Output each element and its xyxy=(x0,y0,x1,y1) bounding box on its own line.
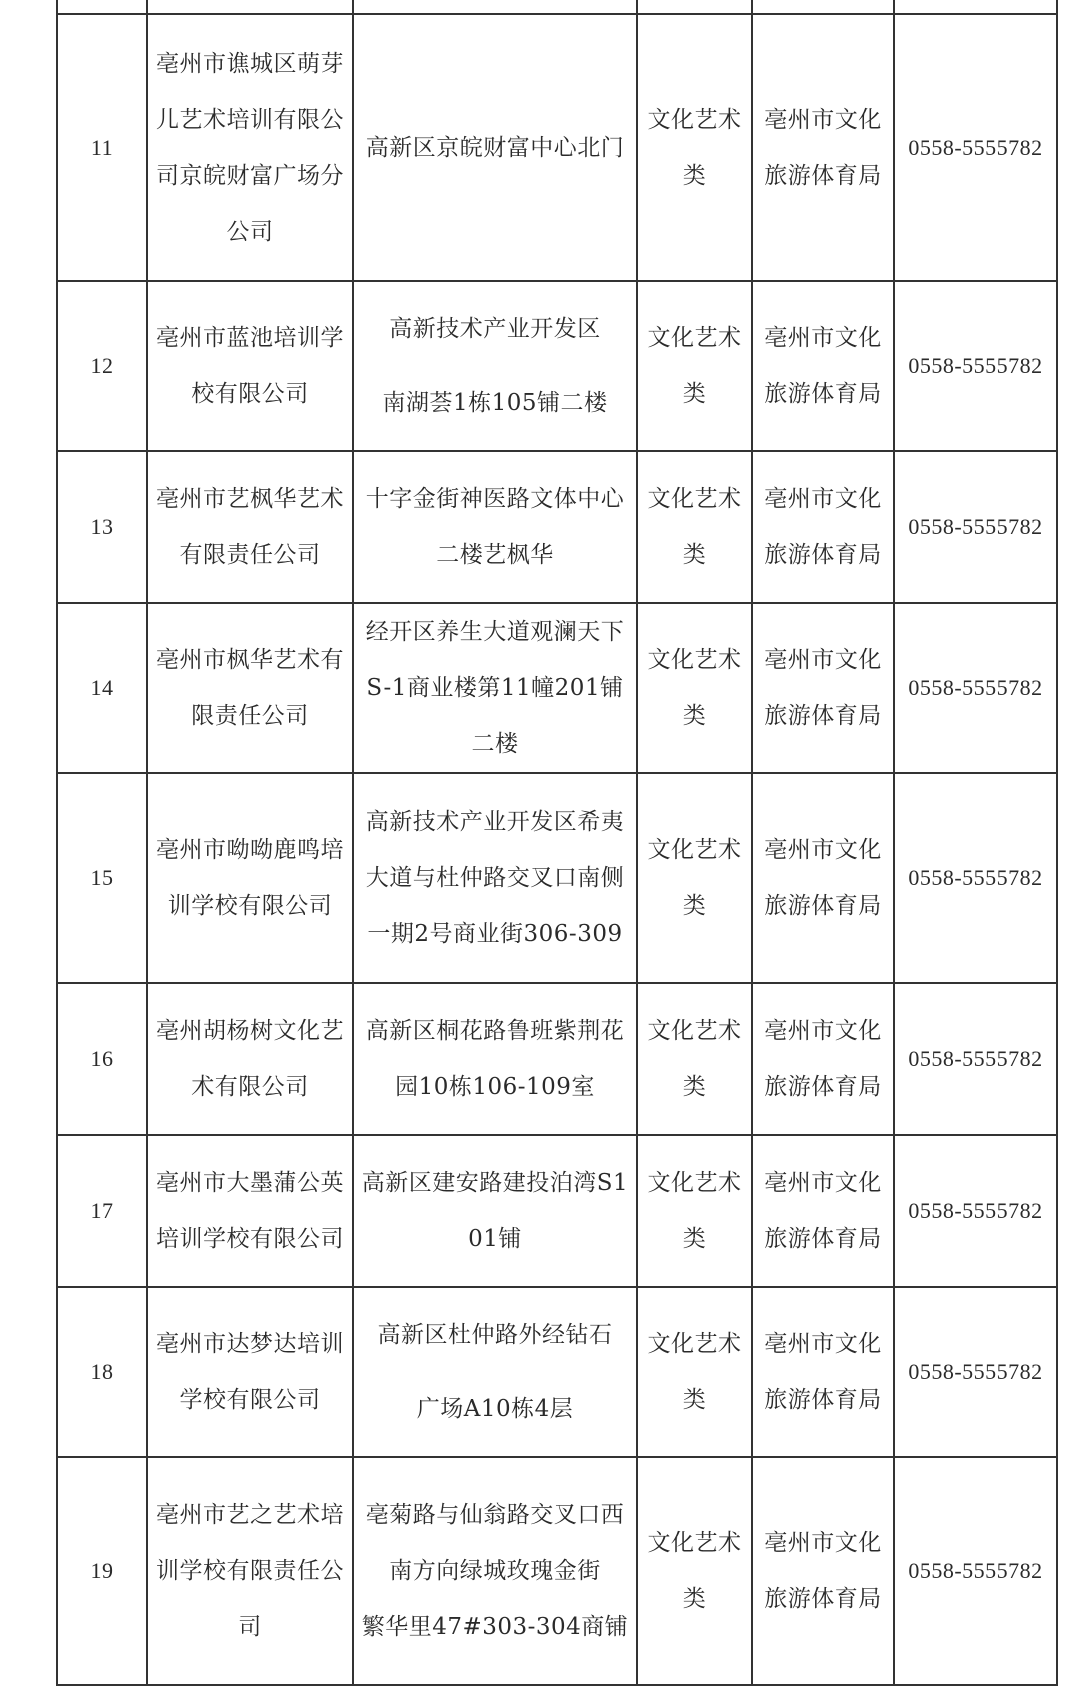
institution-address xyxy=(353,451,637,603)
table-row xyxy=(57,773,1057,983)
address-line: 亳菊路与仙翁路交叉口西南方向绿城玫瑰金街 xyxy=(365,1502,625,1584)
institution-address xyxy=(353,773,637,983)
supervising-department: 亳州市文化旅游体育局 xyxy=(752,983,894,1135)
contact-phone: 0558-5555782 xyxy=(894,603,1057,773)
institution-address xyxy=(353,603,637,773)
supervising-department: 亳州市文化旅游体育局 xyxy=(752,603,894,773)
address-line: 高新技术产业开发区希夷大道与杜仲路交叉口南侧一期2号商业街306-309 xyxy=(365,809,625,947)
institution-address xyxy=(353,983,637,1135)
row-number: 15 xyxy=(57,773,147,983)
institution-address xyxy=(353,281,637,451)
institution-name: 亳州市艺枫华艺术有限责任公司 xyxy=(147,451,353,603)
supervising-department: 亳州市文化旅游体育局 xyxy=(752,1135,894,1287)
row-number: 13 xyxy=(57,451,147,603)
table-row xyxy=(57,1287,1057,1457)
category: 文化艺术类 xyxy=(637,983,752,1135)
institution-table xyxy=(56,0,1058,1686)
supervising-department: 亳州市文化旅游体育局 xyxy=(752,281,894,451)
supervising-department: 亳州市文化旅游体育局 xyxy=(752,773,894,983)
institution-name: 亳州市蓝池培训学校有限公司 xyxy=(147,281,353,451)
address-line: 经开区养生大道观澜天下S-1商业楼第11幢201铺二楼 xyxy=(365,619,625,757)
contact-phone: 0558-5555782 xyxy=(894,281,1057,451)
address-line: 高新区建安路建投泊湾S101铺 xyxy=(361,1170,629,1252)
address-line: 高新技术产业开发区 xyxy=(389,316,601,342)
table-row xyxy=(57,281,1057,451)
contact-phone: 0558-5555782 xyxy=(894,983,1057,1135)
contact-phone: 0558-5555782 xyxy=(894,451,1057,603)
institution-name: 亳州市枫华艺术有限责任公司 xyxy=(147,603,353,773)
category: 文化艺术类 xyxy=(637,281,752,451)
contact-phone: 0558-5555782 xyxy=(894,1457,1057,1685)
category: 文化艺术类 xyxy=(637,1457,752,1685)
table-row xyxy=(57,1457,1057,1685)
institution-name: 亳州胡杨树文化艺术有限公司 xyxy=(147,983,353,1135)
supervising-department: 亳州市文化旅游体育局 xyxy=(752,14,894,281)
row-number: 19 xyxy=(57,1457,147,1685)
contact-phone: 0558-5555782 xyxy=(894,1135,1057,1287)
address-line: 高新区京皖财富中心北门 xyxy=(365,134,625,161)
institution-name: 亳州市呦呦鹿鸣培训学校有限公司 xyxy=(147,773,353,983)
address-line: 南湖荟1栋105铺二楼 xyxy=(382,390,608,416)
institution-name: 亳州市达梦达培训学校有限公司 xyxy=(147,1287,353,1457)
institution-address xyxy=(353,1135,637,1287)
institution-name: 亳州市谯城区萌芽儿艺术培训有限公司京皖财富广场分公司 xyxy=(147,14,353,281)
table-row xyxy=(57,603,1057,773)
address-line: 繁华里47#303-304商铺 xyxy=(361,1614,629,1640)
supervising-department: 亳州市文化旅游体育局 xyxy=(752,1457,894,1685)
table-row xyxy=(57,1135,1057,1287)
contact-phone: 0558-5555782 xyxy=(894,773,1057,983)
category: 文化艺术类 xyxy=(637,14,752,281)
institution-address xyxy=(353,1457,637,1685)
institution-name: 亳州市艺之艺术培训学校有限责任公司 xyxy=(147,1457,353,1685)
institution-address xyxy=(353,1287,637,1457)
row-number: 18 xyxy=(57,1287,147,1457)
contact-phone: 0558-5555782 xyxy=(894,1287,1057,1457)
institution-table-container xyxy=(56,0,1058,1686)
category: 文化艺术类 xyxy=(637,451,752,603)
table-row-previous-stub xyxy=(57,0,1057,14)
row-number: 11 xyxy=(57,14,147,281)
table-row xyxy=(57,14,1057,281)
supervising-department: 亳州市文化旅游体育局 xyxy=(752,451,894,603)
category: 文化艺术类 xyxy=(637,603,752,773)
category: 文化艺术类 xyxy=(637,1287,752,1457)
row-number: 17 xyxy=(57,1135,147,1287)
category: 文化艺术类 xyxy=(637,773,752,983)
institution-address xyxy=(353,14,637,281)
table-row xyxy=(57,983,1057,1135)
row-number: 16 xyxy=(57,983,147,1135)
row-number: 14 xyxy=(57,603,147,773)
institution-name: 亳州市大墨蒲公英培训学校有限公司 xyxy=(147,1135,353,1287)
address-line: 高新区桐花路鲁班紫荆花园10栋106-109室 xyxy=(365,1018,625,1100)
address-line: 广场A10栋4层 xyxy=(416,1396,574,1422)
supervising-department: 亳州市文化旅游体育局 xyxy=(752,1287,894,1457)
table-row xyxy=(57,451,1057,603)
contact-phone: 0558-5555782 xyxy=(894,14,1057,281)
address-line: 十字金街神医路文体中心二楼艺枫华 xyxy=(365,486,625,568)
row-number: 12 xyxy=(57,281,147,451)
category: 文化艺术类 xyxy=(637,1135,752,1287)
address-line: 高新区杜仲路外经钻石 xyxy=(377,1322,613,1348)
